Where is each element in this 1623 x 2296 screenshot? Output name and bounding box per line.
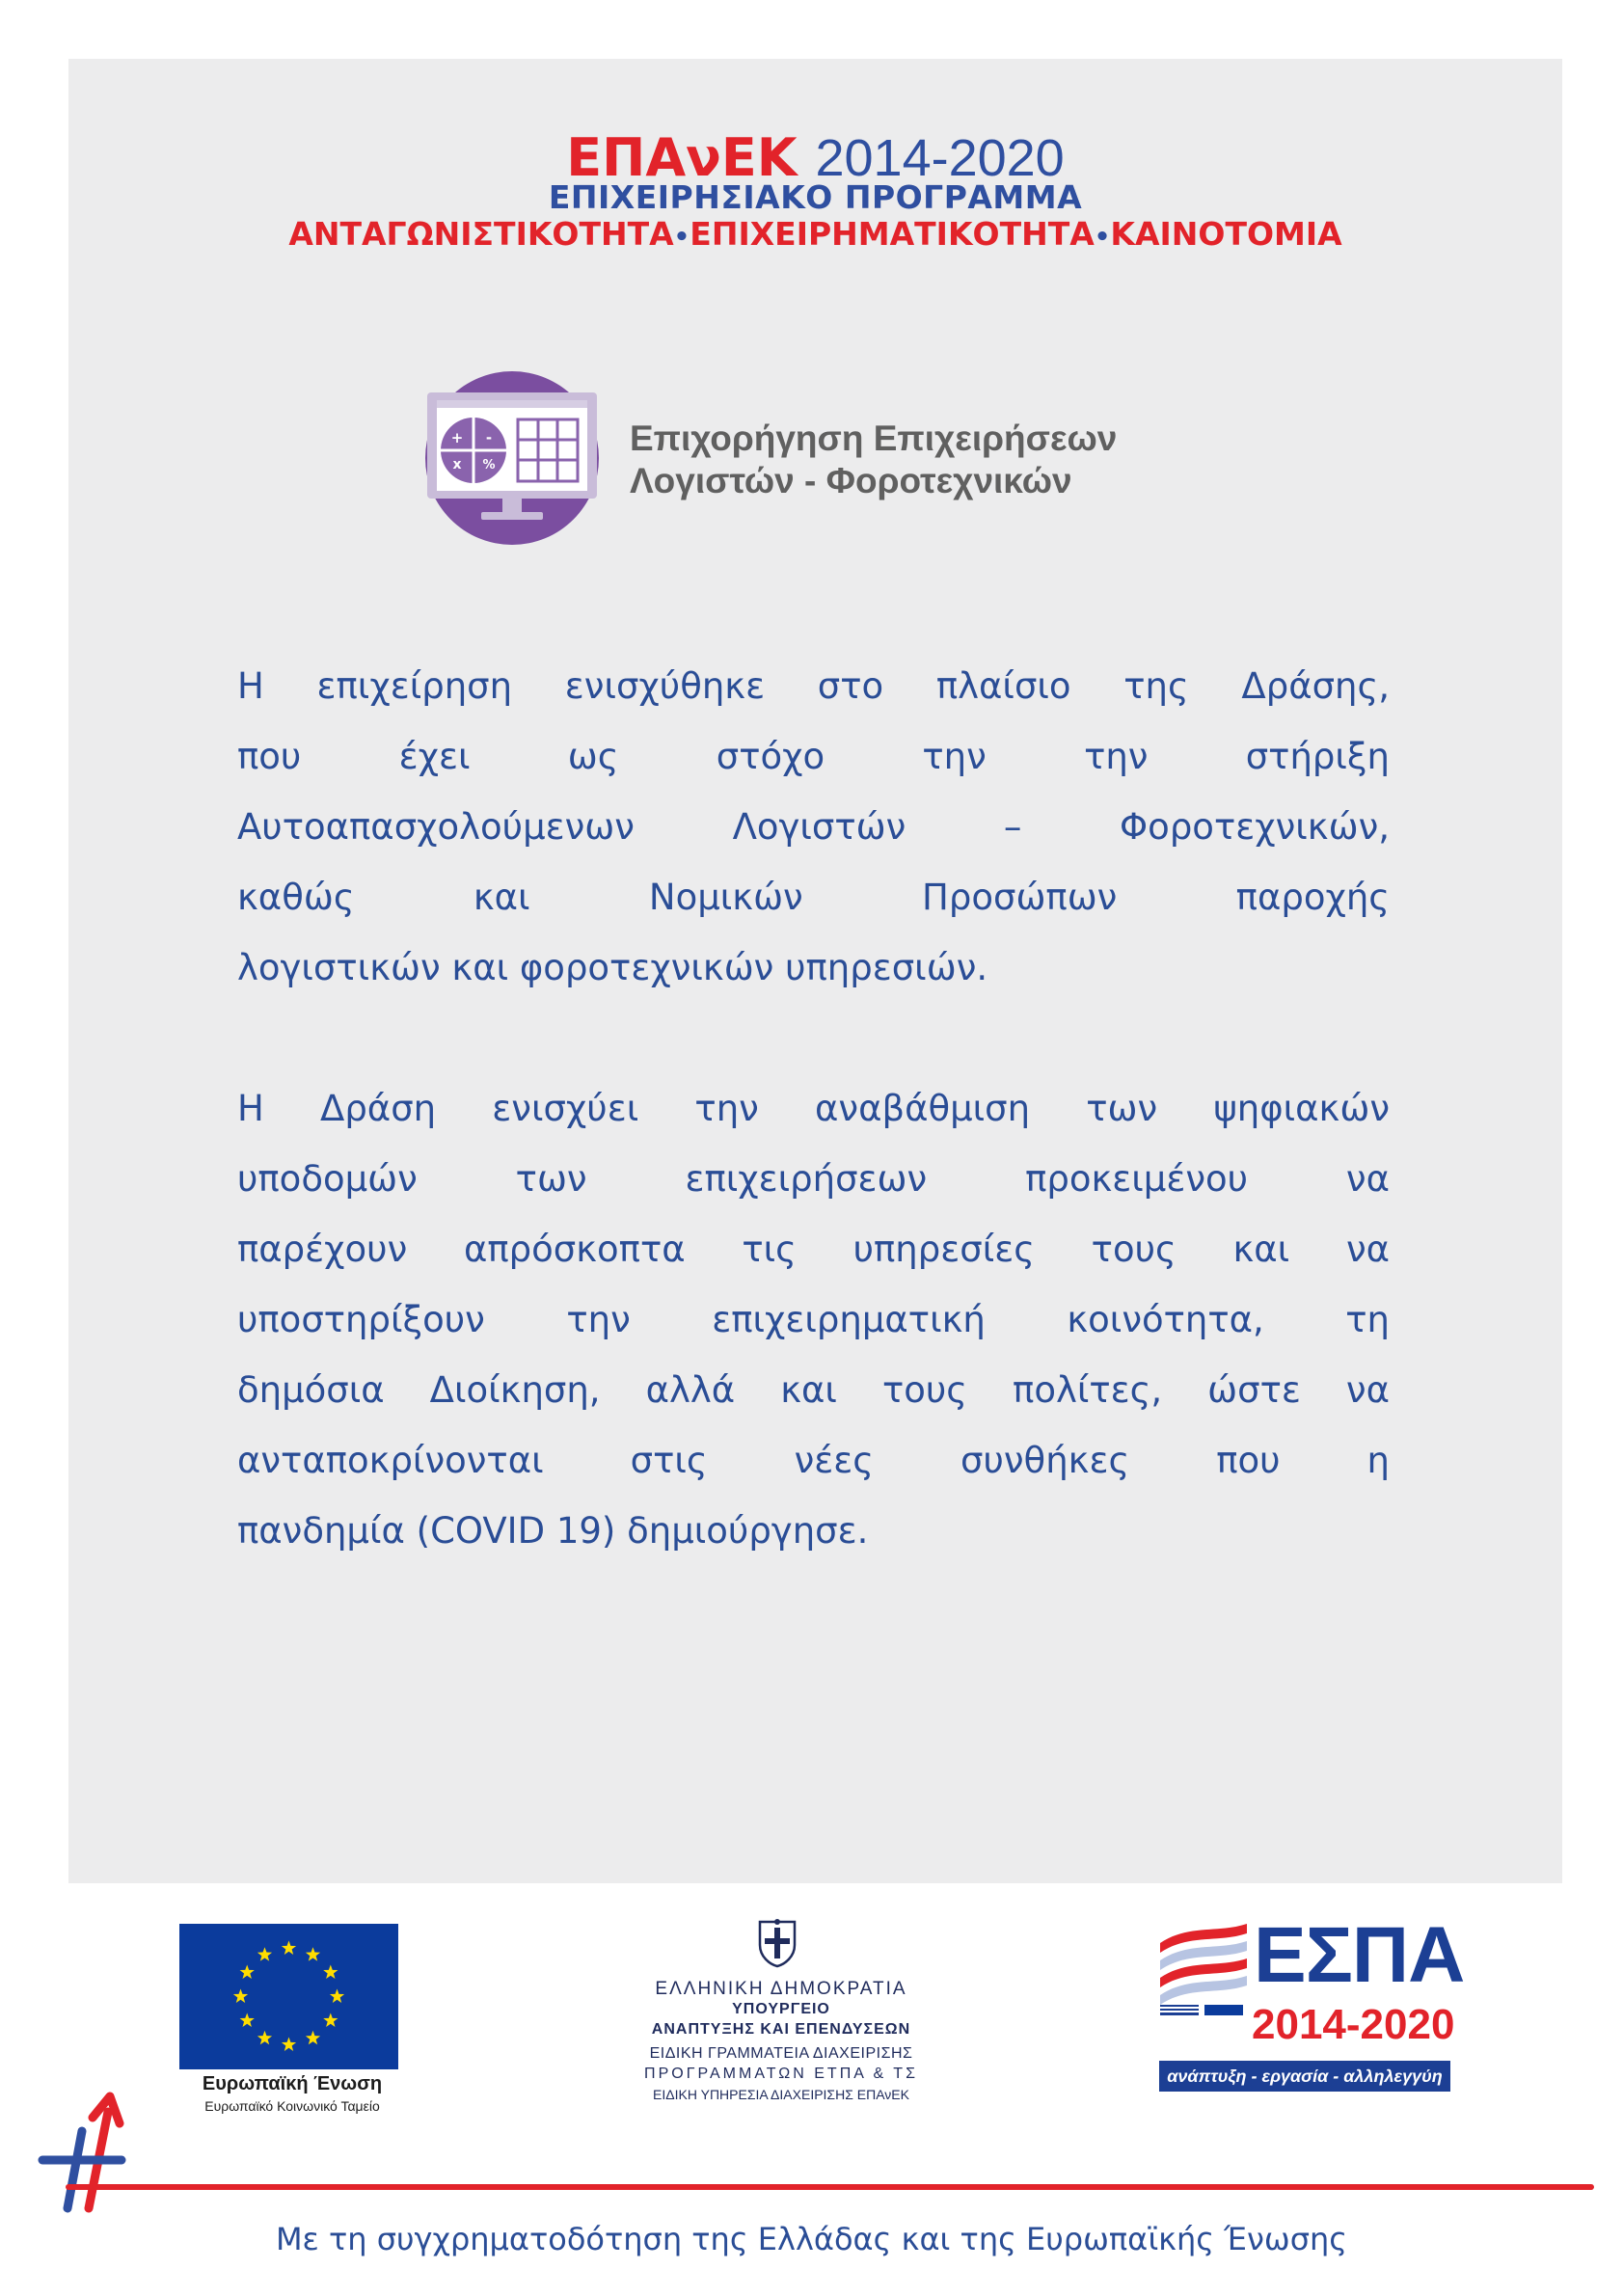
eu-star bbox=[257, 2031, 272, 2044]
theme-competitiveness: ΑΝΤΑΓΩΝΙΣΤΙΚΟΤΗΤΑ bbox=[288, 215, 674, 253]
program-years: 2014-2020 bbox=[815, 129, 1065, 187]
ministry-line-2: ΥΠΟΥΡΓΕΙΟ bbox=[732, 2001, 830, 2017]
paragraph-line: Η επιχείρηση ενισχύθηκε στο πλαίσιο της Δράσης, bbox=[237, 665, 1390, 707]
eu-star bbox=[306, 1947, 320, 1960]
ministry-line-6: ΕΙΔΙΚΗ ΥΠΗΡΕΣΙΑ ΔΙΑΧΕΙΡΙΣΗΣ ΕΠΑνΕΚ bbox=[653, 2087, 909, 2102]
eu-fund: Ευρωπαϊκό Κοινωνικό Ταμείο bbox=[204, 2098, 380, 2114]
paragraph-line: ανταποκρίνονται στις νέες συνθήκες που η bbox=[237, 1440, 1390, 1481]
theme-entrepreneurship: ΕΠΙΧΕΙΡΗΜΑΤΙΚΟΤΗΤΑ bbox=[690, 215, 1095, 253]
hashtag-arrow-icon bbox=[29, 2083, 135, 2218]
eu-star bbox=[240, 1965, 255, 1979]
greek-coat-of-arms-icon bbox=[756, 1918, 798, 1968]
paragraph-line: υποδομών των επιχειρήσεων προκειμένου να bbox=[237, 1158, 1390, 1200]
espa-title: ΕΣΠΑ bbox=[1254, 1911, 1465, 1999]
espa-slogan: ανάπτυξη - εργασία - αλληλεγγύη bbox=[1159, 2061, 1450, 2092]
theme-innovation: ΚΑΙΝΟΤΟΜΙΑ bbox=[1110, 215, 1342, 253]
espa-waves-icon bbox=[1160, 1924, 1247, 2015]
program-themes bbox=[68, 215, 1562, 257]
theme-separator: • bbox=[1094, 223, 1111, 252]
paragraph-line: Η Δράση ενισχύει την αναβάθμιση των ψηφιακών bbox=[237, 1088, 1390, 1129]
eu-star bbox=[306, 2031, 320, 2044]
eu-star bbox=[323, 1965, 338, 1979]
paragraph-line: Αυτοαπασχολούμενων Λογιστών – Φοροτεχνικών, bbox=[237, 806, 1390, 848]
computer-spreadsheet-graphic bbox=[425, 371, 599, 545]
eu-stars bbox=[179, 1924, 398, 2069]
paragraph-line: που έχει ως στόχο την την στήριξη bbox=[237, 736, 1390, 777]
paragraph-line: υποστηρίξουν την επιχειρηματική κοινότητα, τη bbox=[237, 1299, 1390, 1340]
calc-minus: - bbox=[485, 429, 493, 446]
theme-separator: • bbox=[673, 223, 690, 252]
ministry-line-1: ΕΛΛΗΝΙΚΗ ΔΗΜΟΚΡΑΤΙΑ bbox=[655, 1979, 907, 1999]
action-title-line2: Λογιστών - Φοροτεχνικών bbox=[630, 461, 1072, 500]
footer-divider bbox=[66, 2184, 1594, 2190]
action-title-line1: Επιχορήγηση Επιχειρήσεων bbox=[630, 419, 1118, 458]
info-panel bbox=[68, 59, 1562, 1883]
action-logo-title bbox=[630, 418, 1117, 502]
description-paragraph-2 bbox=[237, 1073, 1390, 1566]
program-subtitle: ΕΠΙΧΕΙΡΗΣΙΑΚΟ ΠΡΟΓΡΑΜΜΑ bbox=[548, 178, 1083, 216]
eu-flag-icon bbox=[179, 1924, 398, 2069]
description-paragraph-1 bbox=[237, 651, 1390, 1003]
ministry-line-5: ΠΡΟΓΡΑΜΜΑΤΩΝ ΕΤΠΑ & ΤΣ bbox=[644, 2066, 918, 2082]
cofinancing-statement: Με τη συγχρηματοδότηση της Ελλάδας και της Ευρωπαϊκής Ένωσης bbox=[275, 2221, 1348, 2257]
eu-star bbox=[330, 1989, 344, 2003]
eu-star bbox=[257, 1947, 272, 1960]
espa-years: 2014-2020 bbox=[1252, 2001, 1455, 2048]
paragraph-line: καθώς και Νομικών Προσώπων παροχής bbox=[237, 877, 1390, 918]
eu-star bbox=[240, 2013, 255, 2027]
eu-star bbox=[282, 1941, 296, 1955]
eu-star bbox=[233, 1989, 248, 2003]
eu-star bbox=[323, 2013, 338, 2027]
program-name: ΕΠΑνΕΚ bbox=[566, 127, 798, 188]
eu-star bbox=[282, 2038, 296, 2051]
paragraph-line: δημόσια Διοίκηση, αλλά και τους πολίτες, ώστε να bbox=[237, 1369, 1390, 1411]
ministry-line-3: ΑΝΑΠΤΥΞΗΣ ΚΑΙ ΕΠΕΝΔΥΣΕΩΝ bbox=[651, 2021, 911, 2038]
paragraph-line: πανδημία (COVID 19) δημιούργησε. bbox=[237, 1510, 869, 1552]
calc-plus: + bbox=[450, 429, 464, 446]
computer-spreadsheet-icon bbox=[425, 371, 599, 545]
eu-name: Ευρωπαϊκή Ένωση bbox=[202, 2073, 383, 2094]
paragraph-line: παρέχουν απρόσκοπτα τις υπηρεσίες τους και να bbox=[237, 1229, 1390, 1270]
ministry-line-4: ΕΙΔΙΚΗ ΓΡΑΜΜΑΤΕΙΑ ΔΙΑΧΕΙΡΙΣΗΣ bbox=[649, 2045, 913, 2062]
calc-times: x bbox=[452, 457, 462, 473]
calc-percent: % bbox=[482, 458, 496, 473]
paragraph-line: λογιστικών και φοροτεχνικών υπηρεσιών. bbox=[237, 947, 988, 988]
